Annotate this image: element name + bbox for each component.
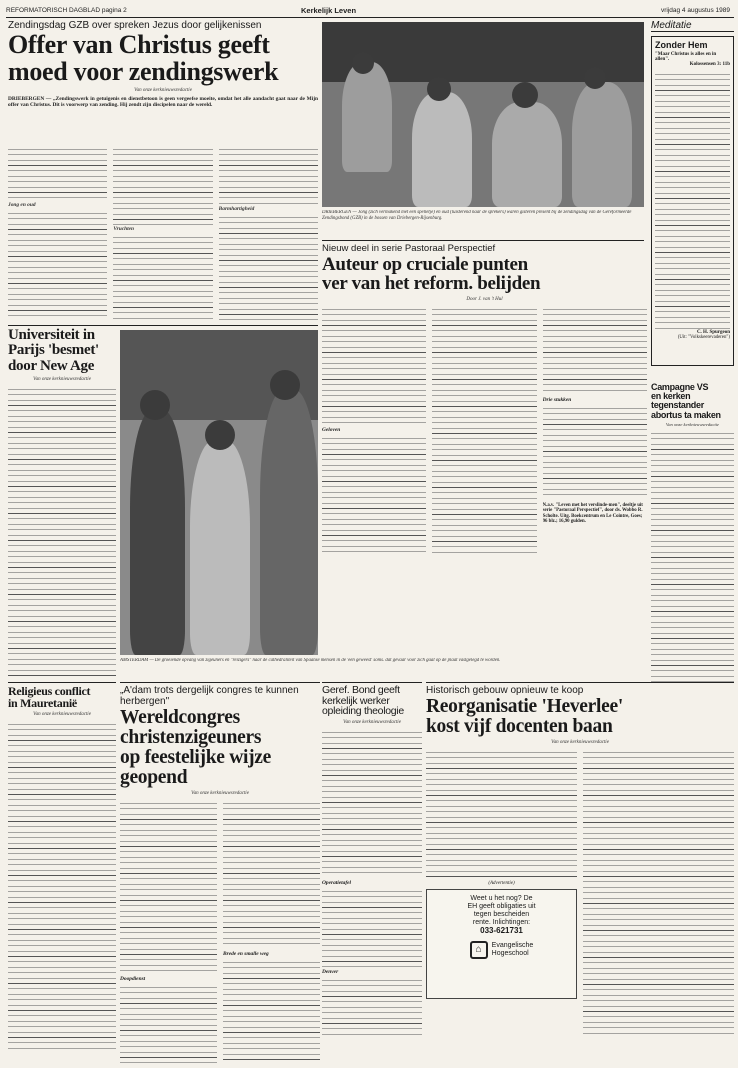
article-byline: Van onze kerknieuwsredactie: [191, 790, 249, 796]
article-byline: Van onze kerknieuwsredactie: [134, 88, 192, 94]
advert-logo: ⌂ Evangelische Hogeschool: [432, 941, 571, 959]
text-column: [432, 305, 536, 558]
article-heverlee: [426, 685, 734, 1063]
rule: [8, 325, 318, 326]
meditatie-author: C. H. Spurgeon: [696, 330, 730, 335]
meditatie-title: Zonder Hem: [655, 40, 708, 50]
text-column: [322, 887, 422, 967]
title-line-1: Wereldcongres christenzigeuners: [120, 707, 262, 748]
photo-zigeuners: [120, 330, 318, 655]
article-title: [8, 328, 116, 374]
text-column: [583, 748, 734, 1048]
article-title: [8, 685, 116, 709]
meditatie-quote: "Maar Christus is alles en in allen".: [655, 52, 717, 62]
header-newspaper: REFORMATORISCH DAGBLAD pagina 2: [6, 7, 127, 14]
advert-evangelische-hogeschool: [426, 889, 577, 999]
title-line-2: kost vijf docenten baan: [426, 715, 613, 737]
article-mauretanie: [8, 685, 116, 1060]
subhead: Drie stukken: [542, 396, 572, 403]
text-column: [322, 305, 426, 558]
subhead: Brede en smalle weg: [223, 950, 269, 957]
text-column: [543, 305, 647, 558]
photo-caption: DRIEBERGEN — Jong (zich vermakend met een spelletje) en oud (luisterend naar de sprekers) waren gisteren present bij de zendingsdag van de Gereformeerde Zendingsbond (GZB) in de bossen van Driebergen-Rijsenburg.: [322, 210, 632, 221]
subhead: Jong en oud: [8, 202, 36, 209]
title-line-1: Universiteit in: [8, 328, 95, 343]
article-universiteit: [8, 328, 116, 678]
title-line-1: Campagne VS: [651, 383, 709, 392]
school-logo-icon: ⌂: [470, 941, 488, 959]
article-kicker: Nieuw deel in serie Pastoraal Perspectief: [322, 243, 496, 254]
page-header: [6, 6, 734, 16]
title-line-1: Reorganisatie 'Heverlee': [426, 696, 623, 717]
rule: [8, 682, 116, 683]
article-pastoraal: [322, 243, 647, 558]
article-kicker: Zendingsdag GZB over spreken Jezus door gelijkenissen: [8, 20, 262, 31]
title-line-2: kerkelijk werker: [322, 694, 390, 707]
title-line-3: opleiding theologie: [322, 705, 404, 718]
title-line-1: Religieus conflict: [8, 685, 91, 698]
meditatie-column: [651, 20, 734, 380]
article-columns: [8, 145, 318, 320]
title-line-1: Offer van Christus geeft: [8, 30, 270, 59]
advert-tag: (Advertentie): [488, 880, 515, 886]
title-line-2: in Mauretanië: [8, 696, 77, 711]
article-zendingsdag: [8, 20, 318, 320]
text-column: [8, 720, 116, 1050]
text-column: [426, 748, 577, 1048]
title-line-2: moed voor zendingswerk: [8, 56, 279, 86]
subhead: Barmhartigheid: [218, 206, 255, 213]
article-byline: Van onze kerknieuwsredactie: [665, 421, 720, 427]
rule: [322, 682, 422, 683]
rule: [322, 240, 644, 241]
title-line-2: op feestelijke wijze geopend: [120, 746, 272, 788]
article-lead: DRIEBERGEN — „Zendingswerk in getuigenis en dienstbetoon is geen vergeefse moeite, omdat het alle aandacht gaat naar de Mijn offer van Christus. Dit is voorwerp van zending. Hij zendt zijn discipelen naar de wereld.: [8, 96, 318, 109]
subhead: Geloven: [322, 426, 341, 433]
header-section: Kerkelijk Leven: [301, 6, 357, 15]
text-column: [8, 145, 107, 320]
text-column: [113, 145, 212, 320]
article-title: [120, 708, 320, 788]
meditatie-box: [651, 36, 734, 366]
article-campagne: [651, 383, 734, 683]
article-kicker: Historisch gebouw opnieuw te koop: [426, 685, 584, 696]
text-column: [8, 385, 116, 678]
title-line-1: Geref. Bond geeft: [322, 685, 400, 696]
article-byline: Door J. van 't Hul: [466, 296, 503, 302]
subhead: Vruchten: [113, 226, 135, 233]
article-kicker: „A'dam trots dergelijk congres te kunnen herbergen": [120, 685, 299, 707]
article-geref-bond: [322, 685, 422, 1063]
article-title: [8, 32, 318, 85]
meditatie-source: (Uit: "Volkskeerevaderen"): [677, 335, 730, 340]
rule: [426, 682, 734, 683]
article-byline: Van onze kerknieuwsredactie: [343, 720, 401, 726]
title-line-1: Auteur op cruciale punten: [322, 254, 528, 275]
photo-zendingsdag: [322, 22, 644, 207]
article-title: [322, 685, 422, 717]
title-line-2: ver van het reform. belijden: [322, 273, 541, 295]
meditatie-tag: Meditatie: [651, 20, 734, 32]
text-column: [322, 976, 422, 1036]
text-column: [219, 145, 318, 320]
article-columns: [426, 748, 734, 1048]
article-title: [651, 383, 734, 420]
article-title: [426, 697, 734, 737]
header-date: vrijdag 4 augustus 1989: [660, 7, 730, 14]
article-wereldcongres: [120, 685, 320, 1063]
title-line-3: door New Age: [8, 357, 95, 374]
rule: [120, 682, 320, 683]
advert-text: Weet u het nog? De EH geeft obligaties uit tegen bescheiden rente. Inlichtingen: 033-621731: [432, 895, 571, 935]
text-column: [120, 799, 217, 1064]
article-columns: [120, 799, 320, 1064]
article-byline: Van onze kerknieuwsredactie: [33, 376, 91, 382]
photo-caption: AMSTERDAM — De groeiende opvang van zigeuners en "reizigers" naar de cathedraliteit van Spaanse mensen in de 'een geweest' soms. dat gevaar voor zich gaat op de plaat vastgelegd te worden.: [120, 658, 501, 663]
article-title: [322, 255, 647, 294]
book-note: N.a.v. "Leven met het verslinde-men", deeltje uit serie "Pastoraal Perspectief", door ds. Wobbo R. Scholte. Uitg. Boekcentrum en Le Cointre, Goes; 96 blz.; 16,90 gulden.: [542, 502, 643, 525]
advert-phone: 033-621731: [480, 925, 523, 935]
text-column: [651, 429, 734, 683]
title-line-2: en kerken tegenstander: [651, 391, 704, 411]
subhead: Denver: [322, 969, 339, 976]
title-line-2: Parijs 'besmet': [8, 342, 99, 359]
article-byline: Van onze kerknieuwsredactie: [551, 739, 609, 745]
meditatie-reference: Kolossensen 3: 11b: [689, 62, 730, 67]
header-rule: [6, 17, 734, 18]
subhead: Doopdienst: [120, 975, 146, 982]
article-byline: Van onze kerknieuwsredactie: [33, 712, 91, 718]
text-column: [322, 728, 422, 878]
title-line-3: abortus ta maken: [651, 409, 721, 420]
subhead: Operatietafel: [322, 880, 352, 887]
article-columns: [322, 305, 647, 558]
text-column: [223, 799, 320, 1064]
